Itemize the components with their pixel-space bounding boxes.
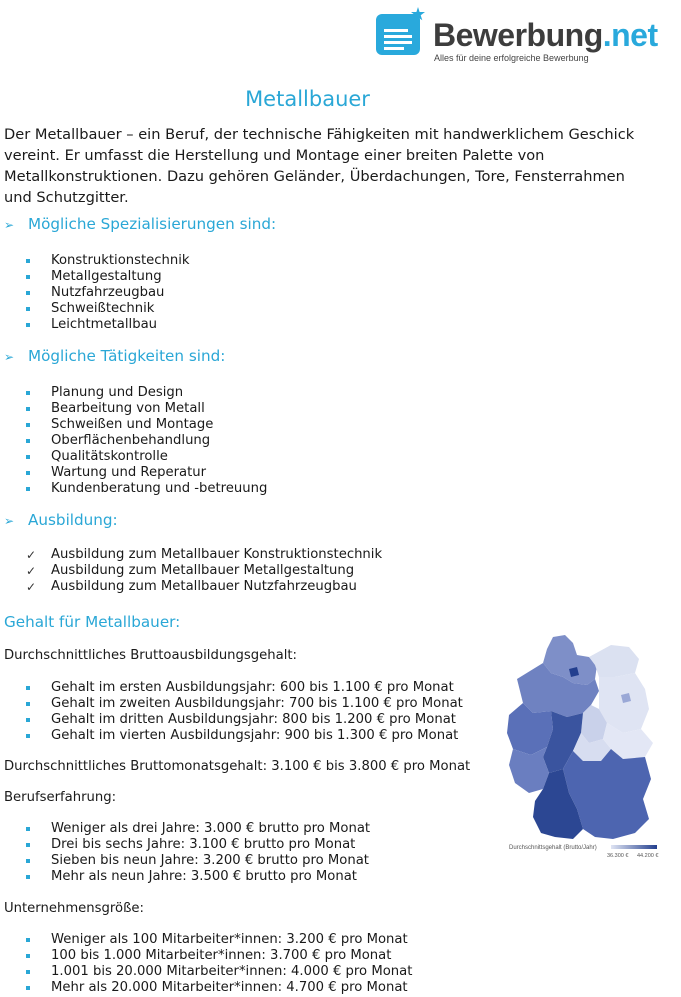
company-size-label: Unternehmensgröße: xyxy=(4,901,144,916)
company-size-list xyxy=(26,932,412,996)
list-item: Schweißen und Montage xyxy=(26,417,267,433)
arrow-bullet-icon: ➢ xyxy=(4,514,15,528)
list-item: Metallgestaltung xyxy=(26,269,190,285)
map-region-northeast xyxy=(589,645,639,677)
list-item: Mehr als neun Jahre: 3.500 € brutto pro Monat xyxy=(26,869,370,885)
list-item: Leichtmetallbau xyxy=(26,317,190,333)
activities-list xyxy=(26,385,267,497)
germany-salary-map xyxy=(503,633,663,863)
list-item: Oberflächenbehandlung xyxy=(26,433,267,449)
list-item: Sieben bis neun Jahre: 3.200 € brutto pro Monat xyxy=(26,853,370,869)
logo-name: Bewerbung xyxy=(433,17,603,53)
list-item: Gehalt im dritten Ausbildungsjahr: 800 bis 1.200 € pro Monat xyxy=(26,712,463,728)
arrow-bullet-icon: ➢ xyxy=(4,218,15,232)
list-item: Gehalt im vierten Ausbildungsjahr: 900 bis 1.300 € pro Monat xyxy=(26,728,463,744)
training-heading-text: Ausbildung: xyxy=(28,511,118,529)
training-list xyxy=(26,547,382,595)
specializations-heading xyxy=(4,215,276,233)
list-item: Kundenberatung und -betreuung xyxy=(26,481,267,497)
intro-paragraph: Der Metallbauer – ein Beruf, der technische Fähigkeiten mit handwerklichem Geschick vereint. Er umfasst die Herstellung und Montage einer breiten Palette von Metallkonstruktionen. Dazu gehören Geländer, Überdachungen, Tore, Fensterrahmen und Schutzgitter. xyxy=(4,126,635,206)
list-item: Weniger als 100 Mitarbeiter*innen: 3.200 € pro Monat xyxy=(26,932,412,948)
apprentice-salary-list xyxy=(26,680,463,744)
map-legend-min: 36.300 € xyxy=(607,853,629,859)
map-legend-title: Durchschnittsgehalt (Brutto/Jahr) xyxy=(509,845,597,851)
list-item: Bearbeitung von Metall xyxy=(26,401,267,417)
list-item: Gehalt im ersten Ausbildungsjahr: 600 bis 1.100 € pro Monat xyxy=(26,680,463,696)
list-item: Qualitätskontrolle xyxy=(26,449,267,465)
site-logo xyxy=(374,5,679,67)
apprentice-salary-label: Durchschnittliches Bruttoausbildungsgehalt: xyxy=(4,648,297,663)
document-star-icon xyxy=(374,5,430,59)
map-legend-max: 44.200 € xyxy=(637,853,659,859)
specializations-heading-text: Mögliche Spezialisierungen sind: xyxy=(28,215,277,233)
list-item: Weniger als drei Jahre: 3.000 € brutto pro Monat xyxy=(26,821,370,837)
list-item: Konstruktionstechnik xyxy=(26,253,190,269)
monthly-salary-text: Durchschnittliches Bruttomonatsgehalt: 3.100 € bis 3.800 € pro Monat xyxy=(4,759,471,774)
arrow-bullet-icon: ➢ xyxy=(4,350,15,364)
list-item: Wartung und Reperatur xyxy=(26,465,267,481)
activities-heading-text: Mögliche Tätigkeiten sind: xyxy=(28,347,226,365)
logo-tagline: Alles für deine erfolgreiche Bewerbung xyxy=(434,53,589,63)
list-item: ✓ Ausbildung zum Metallbauer Nutzfahrzeugbau xyxy=(26,579,382,595)
list-item: ✓ Ausbildung zum Metallbauer Konstruktionstechnik xyxy=(26,547,382,563)
activities-heading xyxy=(4,347,225,365)
salary-heading: Gehalt für Metallbauer: xyxy=(4,613,181,631)
specializations-list xyxy=(26,253,190,333)
map-legend-scale xyxy=(611,845,657,849)
list-item: 1.001 bis 20.000 Mitarbeiter*innen: 4.000 € pro Monat xyxy=(26,964,412,980)
list-item: ✓ Ausbildung zum Metallbauer Metallgestaltung xyxy=(26,563,382,579)
list-item: Schweißtechnik xyxy=(26,301,190,317)
list-item: Drei bis sechs Jahre: 3.100 € brutto pro Monat xyxy=(26,837,370,853)
logo-tld: .net xyxy=(602,17,658,53)
list-item: Planung und Design xyxy=(26,385,267,401)
logo-wordmark xyxy=(433,15,658,55)
list-item: Nutzfahrzeugbau xyxy=(26,285,190,301)
experience-list xyxy=(26,821,370,885)
experience-label: Berufserfahrung: xyxy=(4,790,117,805)
list-item: Gehalt im zweiten Ausbildungsjahr: 700 bis 1.100 € pro Monat xyxy=(26,696,463,712)
page-title: Metallbauer xyxy=(245,87,370,111)
list-item: 100 bis 1.000 Mitarbeiter*innen: 3.700 € pro Monat xyxy=(26,948,412,964)
list-item: Mehr als 20.000 Mitarbeiter*innen: 4.700 € pro Monat xyxy=(26,980,412,996)
training-heading xyxy=(4,511,118,529)
